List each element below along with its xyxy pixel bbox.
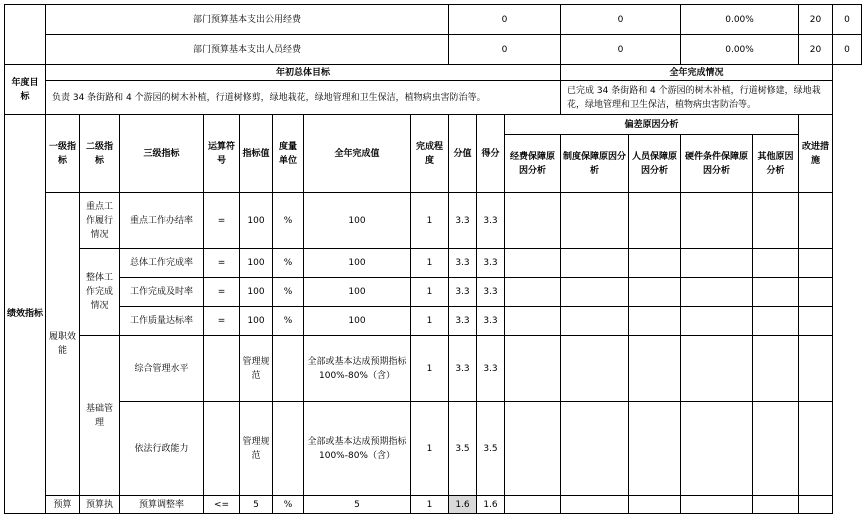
fund-value: 0 — [561, 35, 681, 65]
unit-cell: % — [273, 307, 304, 336]
unit-cell: % — [273, 193, 304, 249]
target-cell: 100 — [240, 193, 273, 249]
actual-cell: 全部或基本达成预期指标 100%-80%（含） — [304, 336, 411, 402]
weight-cell: 1.6 — [449, 496, 477, 514]
done-header: 全年完成情况 — [561, 65, 833, 81]
col-header-lvl2: 二级指标 — [80, 115, 120, 193]
unit-cell: % — [273, 278, 304, 307]
score-cell: 3.3 — [477, 336, 505, 402]
rate-cell: 1 — [411, 307, 449, 336]
fund-value: 0 — [449, 5, 561, 35]
actual-cell: 100 — [304, 307, 411, 336]
weight-cell: 3.3 — [449, 336, 477, 402]
rate-cell: 1 — [411, 193, 449, 249]
col-header-weight: 分值 — [449, 115, 477, 193]
rate-cell: 1 — [411, 402, 449, 496]
actual-cell: 100 — [304, 278, 411, 307]
lvl3-cell: 工作完成及时率 — [120, 278, 204, 307]
unit-cell — [273, 402, 304, 496]
col-header-rate: 完成程度 — [411, 115, 449, 193]
performance-table — [4, 4, 862, 514]
annual-label: 年度目 标 — [5, 65, 46, 115]
col-header-op: 运算符号 — [204, 115, 240, 193]
target-cell: 5 — [240, 496, 273, 514]
col-header-score: 得分 — [477, 115, 505, 193]
score-cell: 3.3 — [477, 307, 505, 336]
rate-cell: 1 — [411, 249, 449, 278]
perf-label: 绩效指标 — [5, 115, 46, 514]
actual-cell: 100 — [304, 193, 411, 249]
fund-name: 部门预算基本支出公用经费 — [46, 5, 449, 35]
fund-name: 部门预算基本支出人员经费 — [46, 35, 449, 65]
score-cell: 3.3 — [477, 278, 505, 307]
col-header-target: 指标值 — [240, 115, 273, 193]
target-cell: 管理规范 — [240, 336, 273, 402]
op-cell — [204, 336, 240, 402]
lvl2-cell: 基础管理 — [80, 336, 120, 496]
actual-cell: 5 — [304, 496, 411, 514]
table-row — [5, 249, 862, 278]
fund-value: 0 — [449, 35, 561, 65]
table-row — [5, 402, 862, 496]
fund-score: 20 — [799, 35, 833, 65]
target-cell: 100 — [240, 307, 273, 336]
dev-col-header: 其他原因分析 — [753, 135, 799, 193]
rate-cell: 1 — [411, 336, 449, 402]
lvl3-cell: 重点工作办结率 — [120, 193, 204, 249]
lvl1-cell: 预算 — [46, 496, 80, 514]
op-cell: = — [204, 249, 240, 278]
dev-col-header: 硬件条件保障原因分析 — [681, 135, 753, 193]
lvl3-cell: 预算调整率 — [120, 496, 204, 514]
target-cell: 100 — [240, 249, 273, 278]
op-cell: = — [204, 193, 240, 249]
lvl2-cell: 预算执 — [80, 496, 120, 514]
target-cell: 管理规范 — [240, 402, 273, 496]
op-cell — [204, 402, 240, 496]
weight-cell: 3.3 — [449, 193, 477, 249]
top-row — [5, 5, 862, 35]
col-header-unit: 度量单位 — [273, 115, 304, 193]
rate-cell: 1 — [411, 278, 449, 307]
annual-text-row — [5, 81, 862, 115]
lvl3-cell: 工作质量达标率 — [120, 307, 204, 336]
header-row — [5, 115, 862, 135]
top-row — [5, 35, 862, 65]
lvl2-cell: 重点工作履行情况 — [80, 193, 120, 249]
weight-cell: 3.3 — [449, 278, 477, 307]
table-row — [5, 496, 862, 514]
score-cell: 3.3 — [477, 249, 505, 278]
score-cell: 1.6 — [477, 496, 505, 514]
fund-score: 20 — [799, 5, 833, 35]
target-cell: 100 — [240, 278, 273, 307]
fund-rate: 0.00% — [681, 5, 799, 35]
lvl2-cell: 整体工作完成情况 — [80, 249, 120, 336]
op-cell: = — [204, 307, 240, 336]
table-row — [5, 278, 862, 307]
col-header-lvl1: 一级指标 — [46, 115, 80, 193]
score-cell: 3.5 — [477, 402, 505, 496]
table-row — [5, 193, 862, 249]
score-cell: 3.3 — [477, 193, 505, 249]
table-row — [5, 307, 862, 336]
weight-cell: 3.3 — [449, 307, 477, 336]
fund-last: 0 — [833, 35, 862, 65]
col-header-actual: 全年完成值 — [304, 115, 411, 193]
dev-col-header: 制度保障原因分析 — [561, 135, 629, 193]
op-cell: = — [204, 278, 240, 307]
fund-rate: 0.00% — [681, 35, 799, 65]
weight-cell: 3.5 — [449, 402, 477, 496]
done-text: 已完成 34 条街路和 4 个游园的树木补植，行道树修建，绿地栽花，绿地管理和卫生保洁，植物病虫害防治等。 — [561, 81, 833, 115]
dev-col-header: 人员保障原因分析 — [629, 135, 681, 193]
fund-value: 0 — [561, 5, 681, 35]
lvl3-cell: 依法行政能力 — [120, 402, 204, 496]
deviation-header: 偏差原因分析 — [505, 115, 799, 135]
table-row — [5, 336, 862, 402]
unit-cell: % — [273, 249, 304, 278]
unit-cell — [273, 336, 304, 402]
weight-cell: 3.3 — [449, 249, 477, 278]
op-cell: <= — [204, 496, 240, 514]
blank-cell — [5, 5, 46, 65]
col-header-measures: 改进措施 — [799, 115, 833, 193]
lvl1-cell: 履职效能 — [46, 193, 80, 496]
annual-header-row — [5, 65, 862, 81]
lvl3-cell: 综合管理水平 — [120, 336, 204, 402]
actual-cell: 100 — [304, 249, 411, 278]
rate-cell: 1 — [411, 496, 449, 514]
unit-cell: % — [273, 496, 304, 514]
lvl3-cell: 总体工作完成率 — [120, 249, 204, 278]
actual-cell: 全部或基本达成预期指标 100%-80%（含） — [304, 402, 411, 496]
fund-last: 0 — [833, 5, 862, 35]
dev-col-header: 经费保障原因分析 — [505, 135, 561, 193]
goal-text: 负责 34 条街路和 4 个游园的树木补植，行道树修剪，绿地栽花，绿地管理和卫生保洁，植物病虫害防治等。 — [46, 81, 561, 115]
col-header-lvl3: 三级指标 — [120, 115, 204, 193]
goal-header: 年初总体目标 — [46, 65, 561, 81]
